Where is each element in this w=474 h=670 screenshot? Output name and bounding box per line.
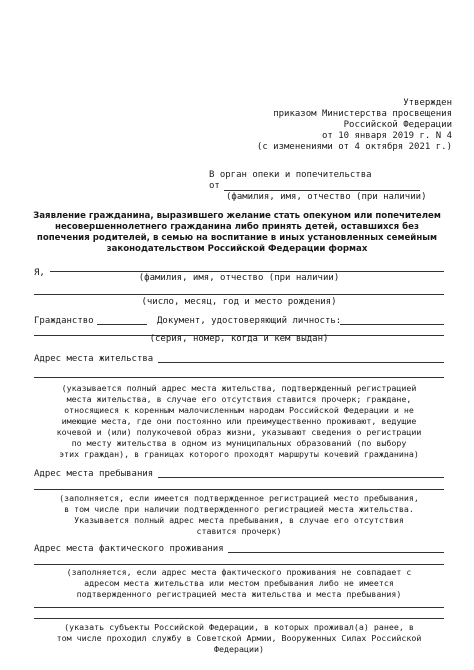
applicant-birth-line[interactable] bbox=[34, 294, 444, 295]
recipient-from-label: от bbox=[209, 181, 220, 191]
actual-field-line-1[interactable] bbox=[228, 552, 444, 553]
residence-field-line-2[interactable] bbox=[34, 377, 444, 378]
citizenship-field-line[interactable] bbox=[97, 324, 147, 325]
residence-note-3: относящиеся к коренным малочисленным народам Российской Федерации и не bbox=[64, 405, 414, 415]
applicant-name-line[interactable] bbox=[50, 271, 444, 272]
approval-line-5: (с изменениями от 4 октября 2021 г.) bbox=[256, 142, 452, 152]
applicant-ya-label: Я, bbox=[34, 268, 45, 278]
stay-label: Адрес места пребывания bbox=[34, 469, 154, 479]
subjects-note-1: (указать субъекты Российской Федерации, в которых проживал(а) ранее, в bbox=[64, 622, 414, 632]
actual-note-2: адресом места жительства или местом пребывания либо не имеется bbox=[84, 578, 394, 588]
from-field-line[interactable] bbox=[224, 190, 420, 191]
document-hint: (серия, номер, когда и кем выдан) bbox=[149, 334, 329, 344]
actual-field-line-2[interactable] bbox=[34, 564, 444, 565]
citizenship-label: Гражданство bbox=[34, 316, 94, 326]
residence-field-line-1[interactable] bbox=[158, 362, 444, 363]
title-line-3: попечения родителей, в семью на воспитание в иных установленных семейным bbox=[36, 233, 438, 243]
approval-line-4: от 10 января 2019 г. N 4 bbox=[321, 131, 452, 141]
document-field-line-1[interactable] bbox=[340, 324, 444, 325]
residence-note-4: имеющие места, где они постоянно или преимущественно проживают, ведущие bbox=[61, 416, 417, 426]
subjects-field-line-1[interactable] bbox=[34, 607, 444, 608]
actual-label: Адрес места фактического проживания bbox=[34, 544, 224, 554]
applicant-birth-hint: (число, месяц, год и место рождения) bbox=[141, 297, 337, 307]
document-label: Документ, удостоверяющий личность: bbox=[157, 316, 342, 326]
residence-note-6: по месту жительства в одном из муниципальных образований (по выбору bbox=[71, 438, 407, 448]
title-line-1: Заявление гражданина, выразившего желание стать опекуном или попечителем bbox=[33, 211, 441, 221]
title-line-2: несовершеннолетнего гражданина либо принять детей, оставшихся без bbox=[55, 222, 419, 232]
approval-line-2: приказом Министерства просвещения bbox=[273, 109, 452, 119]
subjects-note-3: Федерации) bbox=[214, 644, 264, 654]
approval-line-3: Российской Федерации bbox=[343, 120, 452, 130]
applicant-name-hint: (фамилия, имя, отчество (при наличии) bbox=[138, 273, 340, 283]
from-field-hint: (фамилия, имя, отчество (при наличии) bbox=[226, 192, 427, 202]
stay-note-4: ставится прочерк) bbox=[196, 526, 282, 536]
stay-field-line-1[interactable] bbox=[158, 477, 444, 478]
residence-note-7: этих граждан), в границах которого проходят маршруты кочевий гражданина) bbox=[59, 449, 419, 459]
actual-note-1: (заполняется, если адрес места фактического проживания не совпадает с bbox=[66, 567, 412, 577]
residence-note-5: кочевой и (или) полукочевой образ жизни, указывают сведения о регистрации bbox=[56, 427, 422, 437]
approval-line-1: Утвержден bbox=[403, 98, 452, 108]
residence-label: Адрес места жительства bbox=[34, 354, 154, 364]
actual-note-3: подтвержденного регистрацией места жительства и места пребывания) bbox=[76, 589, 402, 599]
residence-note-1: (указывается полный адрес места жительства, подтвержденный регистрацией bbox=[61, 383, 417, 393]
subjects-note-2: том числе проходил службу в Советской Армии, Вооруженных Силах Российской bbox=[56, 633, 422, 643]
stay-note-3: Указывается полный адрес места пребывания, в случае его отсутствия bbox=[74, 515, 404, 525]
stay-field-line-2[interactable] bbox=[34, 489, 444, 490]
title-line-4: законодательством Российской Федерации формах bbox=[106, 244, 368, 254]
stay-note-2: в том числе при наличии подтвержденного регистрацией места жительства. bbox=[64, 504, 414, 514]
residence-note-2: места жительства, в случае его отсутствия ставится прочерк; граждане, bbox=[66, 394, 412, 404]
subjects-field-line-2[interactable] bbox=[34, 618, 444, 619]
recipient-to: В орган опеки и попечительства bbox=[209, 170, 372, 180]
stay-note-1: (заполняется, если имеется подтвержденное регистрацией место пребывания, bbox=[59, 493, 419, 503]
